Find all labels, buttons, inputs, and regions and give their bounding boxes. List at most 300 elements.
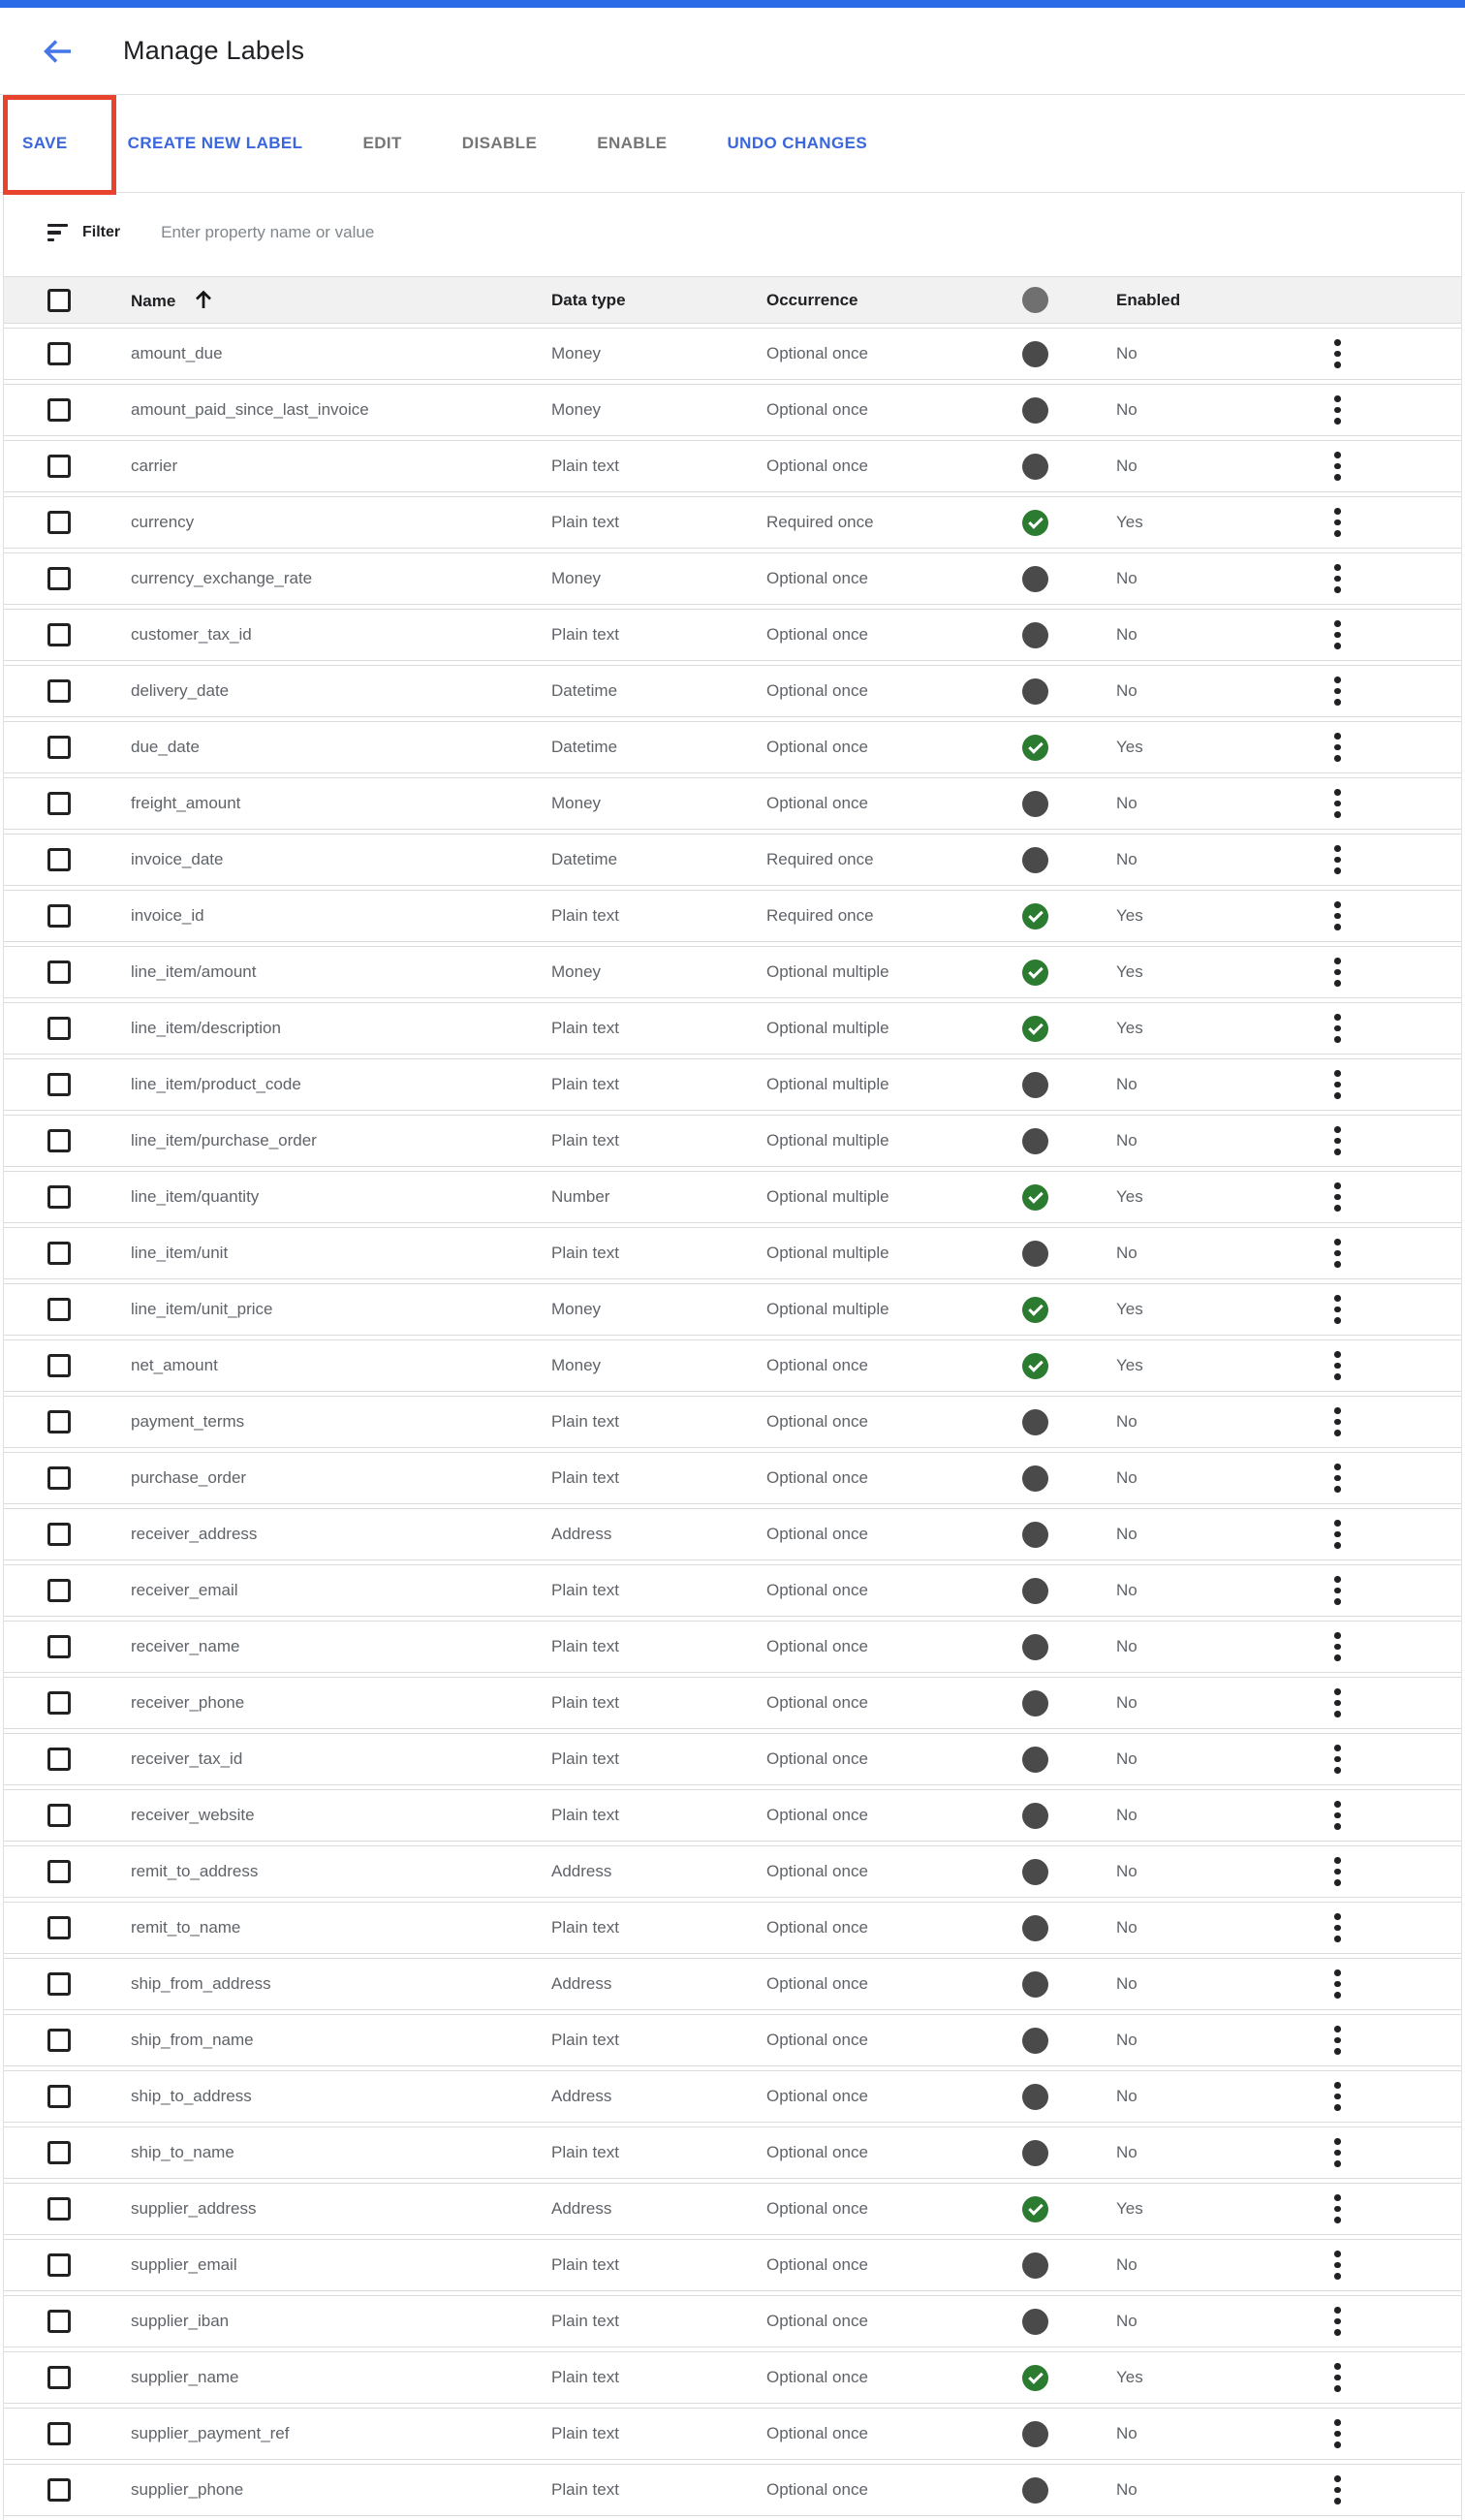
label-name-cell: freight_amount [117, 777, 538, 830]
status-dot-icon [1022, 1128, 1048, 1154]
enabled-cell: No [1103, 2295, 1283, 2347]
row-checkbox[interactable] [47, 1129, 71, 1152]
row-checkbox[interactable] [47, 1748, 71, 1771]
enabled-cell: No [1103, 1958, 1283, 2010]
label-name-cell: line_item/unit_price [117, 1283, 538, 1336]
table-row [4, 834, 1461, 886]
status-dot-icon [1022, 678, 1048, 705]
status-dot-icon [1022, 1465, 1048, 1492]
row-menu-kebab-icon[interactable] [1334, 1295, 1342, 1324]
label-name-cell: payment_terms [117, 1396, 538, 1448]
label-name-cell: receiver_address [117, 1508, 538, 1560]
row-menu-kebab-icon[interactable] [1334, 1801, 1342, 1830]
data-type-cell: Plain text [538, 1789, 753, 1842]
row-checkbox[interactable] [47, 679, 71, 703]
row-menu-kebab-icon[interactable] [1334, 1351, 1342, 1380]
status-check-icon [1022, 903, 1048, 929]
table-row [4, 2464, 1461, 2516]
occurrence-cell: Optional once [753, 1902, 985, 1954]
data-type-cell: Plain text [538, 1002, 753, 1055]
create-new-label-button[interactable]: CREATE NEW LABEL [127, 134, 303, 152]
enabled-cell: Yes [1103, 2183, 1283, 2235]
row-menu-kebab-icon[interactable] [1334, 1070, 1342, 1099]
occurrence-cell: Optional multiple [753, 1171, 985, 1223]
status-dot-icon [1022, 1690, 1048, 1717]
row-checkbox[interactable] [47, 1691, 71, 1715]
table-row [4, 328, 1461, 380]
page-header [0, 8, 1465, 95]
data-type-cell: Datetime [538, 834, 753, 886]
enabled-cell: No [1103, 2126, 1283, 2179]
label-name-cell: line_item/unit [117, 1227, 538, 1279]
enabled-cell: No [1103, 2239, 1283, 2291]
data-type-cell: Plain text [538, 1733, 753, 1785]
label-name-cell: receiver_website [117, 1789, 538, 1842]
occurrence-cell: Optional once [753, 2183, 985, 2235]
table-row [4, 946, 1461, 998]
row-checkbox[interactable] [47, 342, 71, 365]
enabled-cell: No [1103, 2464, 1283, 2516]
occurrence-cell: Optional multiple [753, 1058, 985, 1111]
row-checkbox[interactable] [47, 567, 71, 590]
status-dot-icon [1022, 2084, 1048, 2110]
table-row [4, 721, 1461, 773]
table-row [4, 1508, 1461, 1560]
row-menu-kebab-icon[interactable] [1334, 1969, 1342, 1999]
table-row [4, 1339, 1461, 1392]
disable-button: DISABLE [461, 134, 538, 152]
column-header-data-type[interactable]: Data type [538, 276, 753, 324]
row-menu-kebab-icon[interactable] [1334, 1407, 1342, 1436]
column-header-enabled[interactable]: Enabled [1103, 276, 1283, 324]
back-arrow-icon [42, 35, 75, 68]
enabled-cell: Yes [1103, 1339, 1283, 1392]
occurrence-cell: Optional once [753, 2014, 985, 2066]
occurrence-cell: Optional multiple [753, 1002, 985, 1055]
occurrence-cell: Optional once [753, 1396, 985, 1448]
row-checkbox[interactable] [47, 1466, 71, 1490]
data-type-cell: Plain text [538, 2239, 753, 2291]
occurrence-cell: Optional once [753, 1508, 985, 1560]
table-row [4, 1845, 1461, 1898]
row-menu-kebab-icon[interactable] [1334, 2475, 1342, 2504]
row-menu-kebab-icon[interactable] [1334, 1745, 1342, 1774]
row-checkbox[interactable] [47, 736, 71, 759]
status-dot-icon [1022, 2477, 1048, 2504]
row-menu-kebab-icon[interactable] [1334, 1014, 1342, 1043]
status-check-icon [1022, 1353, 1048, 1379]
enabled-cell: No [1103, 440, 1283, 492]
row-checkbox[interactable] [47, 1916, 71, 1939]
enabled-cell: No [1103, 1452, 1283, 1504]
row-checkbox[interactable] [47, 455, 71, 478]
row-checkbox[interactable] [47, 1298, 71, 1321]
row-menu-kebab-icon[interactable] [1334, 564, 1342, 593]
labels-table [4, 272, 1461, 2520]
table-row [4, 1058, 1461, 1111]
label-name-cell: invoice_date [117, 834, 538, 886]
row-menu-kebab-icon[interactable] [1334, 508, 1342, 537]
occurrence-cell: Optional once [753, 2408, 985, 2460]
data-type-cell: Number [538, 1171, 753, 1223]
row-checkbox[interactable] [47, 2253, 71, 2277]
status-dot-icon [1022, 1747, 1048, 1773]
table-row [4, 496, 1461, 549]
top-accent-bar [0, 0, 1465, 8]
table-row [4, 1171, 1461, 1223]
data-type-cell: Plain text [538, 890, 753, 942]
row-menu-kebab-icon[interactable] [1334, 845, 1342, 874]
row-checkbox[interactable] [47, 1354, 71, 1377]
column-header-occurrence[interactable]: Occurrence [753, 276, 985, 324]
enabled-cell: Yes [1103, 890, 1283, 942]
status-dot-icon [1022, 2309, 1048, 2335]
row-checkbox[interactable] [47, 1017, 71, 1040]
table-row [4, 2183, 1461, 2235]
status-dot-icon [1022, 1803, 1048, 1829]
status-dot-icon [1022, 847, 1048, 873]
label-name-cell: ship_from_address [117, 1958, 538, 2010]
row-checkbox[interactable] [47, 1185, 71, 1209]
row-menu-kebab-icon[interactable] [1334, 452, 1342, 481]
occurrence-cell: Optional once [753, 328, 985, 380]
label-name-cell: line_item/product_code [117, 1058, 538, 1111]
occurrence-cell: Optional once [753, 1789, 985, 1842]
enabled-cell: No [1103, 777, 1283, 830]
data-type-cell: Money [538, 1339, 753, 1392]
label-name-cell: amount_due [117, 328, 538, 380]
data-type-cell: Money [538, 946, 753, 998]
row-checkbox[interactable] [47, 2085, 71, 2108]
row-checkbox[interactable] [47, 2422, 71, 2445]
row-menu-kebab-icon[interactable] [1334, 1632, 1342, 1661]
enabled-cell: Yes [1103, 2351, 1283, 2404]
table-row [4, 890, 1461, 942]
data-type-cell: Plain text [538, 2014, 753, 2066]
enabled-cell: No [1103, 1227, 1283, 1279]
occurrence-cell: Optional multiple [753, 946, 985, 998]
row-menu-kebab-icon[interactable] [1334, 2138, 1342, 2167]
occurrence-cell: Optional once [753, 1958, 985, 2010]
row-menu-kebab-icon[interactable] [1334, 1520, 1342, 1549]
occurrence-cell: Optional once [753, 1845, 985, 1898]
enabled-cell: Yes [1103, 1002, 1283, 1055]
enabled-cell: No [1103, 1564, 1283, 1617]
table-row [4, 2126, 1461, 2179]
select-all-checkbox[interactable] [47, 289, 71, 312]
row-menu-kebab-icon[interactable] [1334, 339, 1342, 368]
label-name-cell: supplier_name [117, 2351, 538, 2404]
enabled-cell: No [1103, 665, 1283, 717]
row-menu-kebab-icon[interactable] [1334, 1913, 1342, 1942]
occurrence-cell: Optional multiple [753, 1115, 985, 1167]
row-checkbox[interactable] [47, 2478, 71, 2502]
row-checkbox[interactable] [47, 1410, 71, 1433]
row-checkbox[interactable] [47, 1635, 71, 1658]
label-name-cell: net_amount [117, 1339, 538, 1392]
occurrence-cell: Optional once [753, 2351, 985, 2404]
status-dot-icon [1022, 1241, 1048, 1267]
enabled-cell: No [1103, 834, 1283, 886]
label-name-cell: purchase_order [117, 1452, 538, 1504]
table-row [4, 665, 1461, 717]
label-name-cell: remit_to_address [117, 1845, 538, 1898]
occurrence-cell: Optional multiple [753, 1227, 985, 1279]
row-menu-kebab-icon[interactable] [1334, 1239, 1342, 1268]
status-column-header-icon [1022, 287, 1048, 313]
enabled-cell: No [1103, 552, 1283, 605]
enabled-cell: No [1103, 1677, 1283, 1729]
save-button[interactable]: SAVE [22, 134, 68, 152]
label-name-cell: line_item/purchase_order [117, 1115, 538, 1167]
status-check-icon [1022, 1297, 1048, 1323]
row-menu-kebab-icon[interactable] [1334, 1857, 1342, 1886]
row-checkbox[interactable] [47, 2366, 71, 2389]
occurrence-cell: Optional once [753, 721, 985, 773]
row-menu-kebab-icon[interactable] [1334, 620, 1342, 649]
row-menu-kebab-icon[interactable] [1334, 2307, 1342, 2336]
enabled-cell: Yes [1103, 946, 1283, 998]
occurrence-cell: Required once [753, 834, 985, 886]
table-row [4, 1002, 1461, 1055]
column-header-name[interactable]: Name [117, 276, 538, 324]
occurrence-cell: Optional once [753, 552, 985, 605]
row-checkbox[interactable] [47, 1860, 71, 1883]
data-type-cell: Plain text [538, 2351, 753, 2404]
row-menu-kebab-icon[interactable] [1334, 2026, 1342, 2055]
enabled-cell: No [1103, 609, 1283, 661]
table-row [4, 1283, 1461, 1336]
status-dot-icon [1022, 622, 1048, 648]
status-check-icon [1022, 2365, 1048, 2391]
filter-input-placeholder[interactable]: Enter property name or value [161, 223, 375, 241]
data-type-cell: Plain text [538, 1452, 753, 1504]
enabled-cell: Yes [1103, 496, 1283, 549]
table-row [4, 1902, 1461, 1954]
row-checkbox[interactable] [47, 2197, 71, 2221]
status-check-icon [1022, 1016, 1048, 1042]
label-name-cell: receiver_phone [117, 1677, 538, 1729]
table-row [4, 2351, 1461, 2404]
occurrence-cell: Optional multiple [753, 1283, 985, 1336]
table-row [4, 777, 1461, 830]
data-type-cell: Plain text [538, 1621, 753, 1673]
table-row [4, 552, 1461, 605]
status-check-icon [1022, 1184, 1048, 1211]
table-row [4, 2408, 1461, 2460]
status-dot-icon [1022, 2421, 1048, 2447]
status-dot-icon [1022, 1409, 1048, 1435]
row-menu-kebab-icon[interactable] [1334, 789, 1342, 818]
table-row [4, 2295, 1461, 2347]
row-menu-kebab-icon[interactable] [1334, 733, 1342, 762]
occurrence-cell: Optional once [753, 1733, 985, 1785]
status-dot-icon [1022, 566, 1048, 592]
table-row [4, 609, 1461, 661]
table-row [4, 1958, 1461, 2010]
status-dot-icon [1022, 1859, 1048, 1885]
data-type-cell: Plain text [538, 496, 753, 549]
row-menu-kebab-icon[interactable] [1334, 1126, 1342, 1155]
occurrence-cell: Required once [753, 890, 985, 942]
data-type-cell: Money [538, 328, 753, 380]
row-checkbox[interactable] [47, 904, 71, 928]
table-row [4, 1396, 1461, 1448]
data-type-cell: Money [538, 384, 753, 436]
occurrence-cell: Optional once [753, 1452, 985, 1504]
status-check-icon [1022, 960, 1048, 986]
occurrence-cell: Optional once [753, 2295, 985, 2347]
data-type-cell: Datetime [538, 665, 753, 717]
row-checkbox[interactable] [47, 2310, 71, 2333]
status-check-icon [1022, 735, 1048, 761]
enabled-cell: No [1103, 1733, 1283, 1785]
row-menu-kebab-icon[interactable] [1334, 958, 1342, 987]
data-type-cell: Plain text [538, 1058, 753, 1111]
enabled-cell: No [1103, 2014, 1283, 2066]
occurrence-cell: Optional once [753, 1621, 985, 1673]
label-name-cell: ship_to_address [117, 2070, 538, 2123]
label-name-cell: supplier_payment_ref [117, 2408, 538, 2460]
row-checkbox[interactable] [47, 1804, 71, 1827]
undo-changes-button[interactable]: UNDO CHANGES [727, 134, 868, 152]
status-dot-icon [1022, 2140, 1048, 2166]
label-name-cell: delivery_date [117, 665, 538, 717]
data-type-cell: Address [538, 1845, 753, 1898]
row-checkbox[interactable] [47, 623, 71, 646]
status-dot-icon [1022, 1522, 1048, 1548]
row-menu-kebab-icon[interactable] [1334, 1576, 1342, 1605]
table-row [4, 384, 1461, 436]
row-menu-kebab-icon[interactable] [1334, 1688, 1342, 1717]
filter-label: Filter [82, 224, 121, 240]
label-name-cell: supplier_address [117, 2183, 538, 2235]
data-type-cell: Plain text [538, 1396, 753, 1448]
status-dot-icon [1022, 454, 1048, 480]
row-checkbox[interactable] [47, 1242, 71, 1265]
occurrence-cell: Optional once [753, 2239, 985, 2291]
row-checkbox[interactable] [47, 848, 71, 871]
table-row [4, 1115, 1461, 1167]
label-name-cell: invoice_id [117, 890, 538, 942]
table-row [4, 2070, 1461, 2123]
label-name-cell: carrier [117, 440, 538, 492]
status-check-icon [1022, 2196, 1048, 2222]
data-type-cell: Plain text [538, 1115, 753, 1167]
row-checkbox[interactable] [47, 511, 71, 534]
data-type-cell: Address [538, 1508, 753, 1560]
data-type-cell: Address [538, 2070, 753, 2123]
row-checkbox[interactable] [47, 961, 71, 984]
occurrence-cell: Optional once [753, 609, 985, 661]
label-name-cell: receiver_tax_id [117, 1733, 538, 1785]
row-checkbox[interactable] [47, 1972, 71, 1996]
status-dot-icon [1022, 397, 1048, 424]
filter-bar[interactable] [4, 193, 1461, 272]
label-name-cell: currency [117, 496, 538, 549]
table-row [4, 1677, 1461, 1729]
row-menu-kebab-icon[interactable] [1334, 395, 1342, 425]
row-menu-kebab-icon[interactable] [1334, 2363, 1342, 2392]
label-name-cell: due_date [117, 721, 538, 773]
data-type-cell: Address [538, 1958, 753, 2010]
status-check-icon [1022, 510, 1048, 536]
table-row [4, 1789, 1461, 1842]
label-name-cell: ship_to_name [117, 2126, 538, 2179]
status-dot-icon [1022, 791, 1048, 817]
enabled-cell: Yes [1103, 1283, 1283, 1336]
enabled-cell: No [1103, 1396, 1283, 1448]
table-row [4, 1227, 1461, 1279]
enabled-cell: No [1103, 328, 1283, 380]
row-checkbox[interactable] [47, 398, 71, 422]
row-menu-kebab-icon[interactable] [1334, 677, 1342, 706]
label-name-cell: supplier_email [117, 2239, 538, 2291]
toolbar [0, 95, 1465, 193]
data-type-cell: Plain text [538, 2464, 753, 2516]
row-checkbox[interactable] [47, 1523, 71, 1546]
status-dot-icon [1022, 2028, 1048, 2054]
data-type-cell: Plain text [538, 1902, 753, 1954]
table-header-row [4, 276, 1461, 324]
row-checkbox[interactable] [47, 1073, 71, 1096]
label-name-cell: remit_to_name [117, 1902, 538, 1954]
occurrence-cell: Optional once [753, 2464, 985, 2516]
row-checkbox[interactable] [47, 792, 71, 815]
sort-ascending-icon [193, 289, 214, 310]
status-dot-icon [1022, 1578, 1048, 1604]
data-type-cell: Plain text [538, 1677, 753, 1729]
data-type-cell: Plain text [538, 1564, 753, 1617]
row-checkbox[interactable] [47, 1579, 71, 1602]
data-type-cell: Plain text [538, 609, 753, 661]
row-menu-kebab-icon[interactable] [1334, 2194, 1342, 2223]
edit-button: EDIT [362, 134, 402, 152]
row-menu-kebab-icon[interactable] [1334, 1464, 1342, 1493]
table-row [4, 440, 1461, 492]
label-name-cell: receiver_email [117, 1564, 538, 1617]
row-menu-kebab-icon[interactable] [1334, 2251, 1342, 2280]
label-name-cell: ship_from_name [117, 2014, 538, 2066]
table-row [4, 2014, 1461, 2066]
status-dot-icon [1022, 341, 1048, 367]
data-type-cell: Money [538, 777, 753, 830]
back-button[interactable] [41, 34, 76, 69]
occurrence-cell: Optional once [753, 665, 985, 717]
enabled-cell: No [1103, 1621, 1283, 1673]
row-menu-kebab-icon[interactable] [1334, 901, 1342, 930]
row-menu-kebab-icon[interactable] [1334, 2419, 1342, 2448]
row-menu-kebab-icon[interactable] [1334, 2082, 1342, 2111]
label-name-cell: receiver_name [117, 1621, 538, 1673]
enabled-cell: No [1103, 2070, 1283, 2123]
row-checkbox[interactable] [47, 2029, 71, 2052]
data-type-cell: Plain text [538, 2126, 753, 2179]
label-name-cell: supplier_phone [117, 2464, 538, 2516]
occurrence-cell: Optional once [753, 384, 985, 436]
occurrence-cell: Optional once [753, 1564, 985, 1617]
page-title: Manage Labels [123, 36, 305, 65]
data-type-cell: Plain text [538, 2408, 753, 2460]
label-name-cell: amount_paid_since_last_invoice [117, 384, 538, 436]
status-dot-icon [1022, 1915, 1048, 1941]
table-row [4, 1621, 1461, 1673]
data-type-cell: Plain text [538, 1227, 753, 1279]
filter-icon [47, 224, 68, 242]
enabled-cell: No [1103, 1058, 1283, 1111]
row-checkbox[interactable] [47, 2141, 71, 2164]
row-menu-kebab-icon[interactable] [1334, 1182, 1342, 1212]
